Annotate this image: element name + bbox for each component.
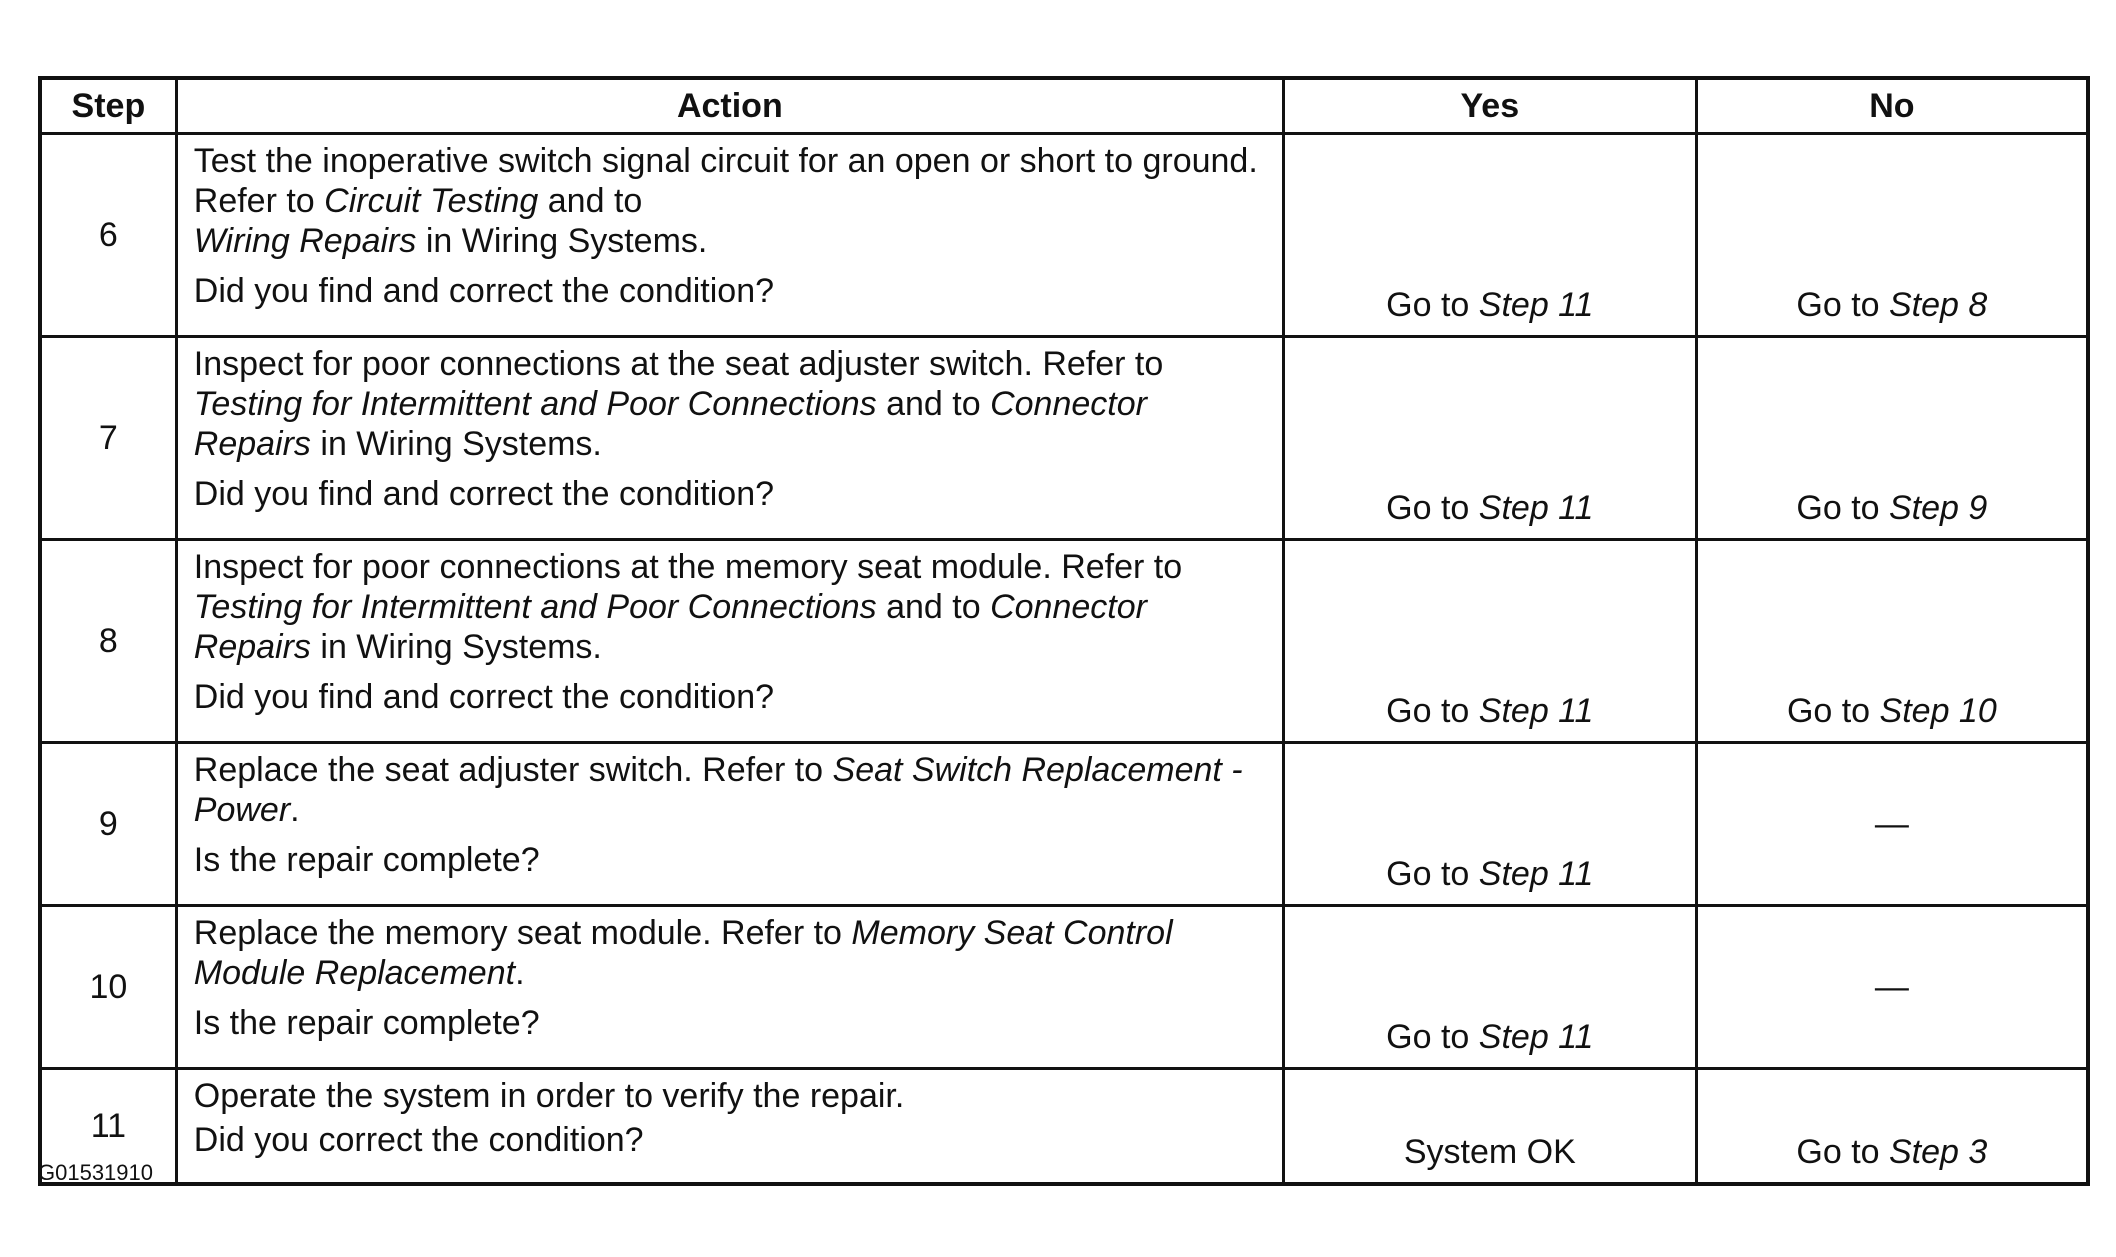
table-row xyxy=(40,906,2088,1069)
header-step: Step xyxy=(40,78,176,134)
yes-result: Go to Step 11 xyxy=(1283,337,1696,540)
action-instruction: Replace the memory seat module. Refer to Memory Seat Control Module Replacement. xyxy=(193,914,1173,992)
action-question: Did you correct the condition? xyxy=(193,1121,644,1159)
action-cell xyxy=(176,743,1283,906)
reference-link-text: Connector Repairs xyxy=(193,385,1147,463)
reference-link-text: Testing for Intermittent and Poor Connections xyxy=(193,385,877,423)
action-instruction: Test the inoperative switch signal circuit for an open or short to ground. Refer to Circuit Testing and to Wiring Repairs in Wiring Systems. xyxy=(193,142,1258,260)
reference-link-text: Memory Seat Control Module Replacement xyxy=(193,914,1173,992)
yes-result: Go to Step 11 xyxy=(1283,540,1696,743)
no-result-dash: — xyxy=(1696,906,2088,1069)
action-question: Is the repair complete? xyxy=(193,841,540,879)
step-number: 10 xyxy=(40,906,176,1069)
yes-result: Go to Step 11 xyxy=(1283,743,1696,906)
action-cell xyxy=(176,540,1283,743)
reference-link-text: Testing for Intermittent and Poor Connections xyxy=(193,588,877,626)
step-reference: Step 8 xyxy=(1889,286,1988,324)
step-number: 7 xyxy=(40,337,176,540)
header-no: No xyxy=(1696,78,2088,134)
reference-link-text: Circuit Testing xyxy=(324,182,539,220)
reference-link-text: Connector Repairs xyxy=(193,588,1147,666)
action-cell xyxy=(176,906,1283,1069)
step-reference: Step 11 xyxy=(1478,692,1594,730)
action-question: Did you find and correct the condition? xyxy=(193,475,775,513)
action-question: Is the repair complete? xyxy=(193,1004,540,1042)
action-cell xyxy=(176,134,1283,337)
reference-link-text: Wiring Repairs xyxy=(193,222,417,260)
yes-result: Go to Step 11 xyxy=(1283,134,1696,337)
action-instruction: Inspect for poor connections at the seat adjuster switch. Refer to Testing for Intermittent and Poor Connections and to Connector Repairs in Wiring Systems. xyxy=(193,345,1164,463)
reference-link-text: Seat Switch Replacement - Power xyxy=(193,751,1243,829)
yes-result: System OK xyxy=(1283,1069,1696,1185)
table-row xyxy=(40,1069,2088,1185)
step-reference: Step 11 xyxy=(1478,1018,1594,1056)
step-number: 11 xyxy=(40,1069,176,1185)
yes-result: Go to Step 11 xyxy=(1283,906,1696,1069)
no-result: Go to Step 9 xyxy=(1696,337,2088,540)
no-result-dash: — xyxy=(1696,743,2088,906)
step-number: 6 xyxy=(40,134,176,337)
header-yes: Yes xyxy=(1283,78,1696,134)
action-instruction: Inspect for poor connections at the memory seat module. Refer to Testing for Intermittent and Poor Connections and to Connector Repairs in Wiring Systems. xyxy=(193,548,1183,666)
action-instruction: Replace the seat adjuster switch. Refer to Seat Switch Replacement - Power. xyxy=(193,751,1243,829)
action-cell xyxy=(176,337,1283,540)
step-reference: Step 10 xyxy=(1879,692,1997,730)
action-instruction: Operate the system in order to verify the repair. xyxy=(193,1077,905,1115)
action-cell xyxy=(176,1069,1283,1185)
table-row xyxy=(40,743,2088,906)
table-row xyxy=(40,540,2088,743)
step-reference: Step 11 xyxy=(1478,855,1594,893)
no-result: Go to Step 8 xyxy=(1696,134,2088,337)
header-action: Action xyxy=(176,78,1283,134)
step-reference: Step 3 xyxy=(1889,1133,1988,1171)
action-question: Did you find and correct the condition? xyxy=(193,272,775,310)
step-reference: Step 11 xyxy=(1478,286,1594,324)
step-reference: Step 9 xyxy=(1889,489,1988,527)
step-number: 9 xyxy=(40,743,176,906)
step-reference: Step 11 xyxy=(1478,489,1594,527)
figure-id: G01531910 xyxy=(38,1160,153,1185)
action-question: Did you find and correct the condition? xyxy=(193,678,775,716)
no-result: Go to Step 10 xyxy=(1696,540,2088,743)
step-number: 8 xyxy=(40,540,176,743)
diagnostic-table xyxy=(38,76,2090,1186)
table-row xyxy=(40,337,2088,540)
header-row xyxy=(40,78,2088,134)
table-row xyxy=(40,134,2088,337)
no-result: Go to Step 3 xyxy=(1696,1069,2088,1185)
